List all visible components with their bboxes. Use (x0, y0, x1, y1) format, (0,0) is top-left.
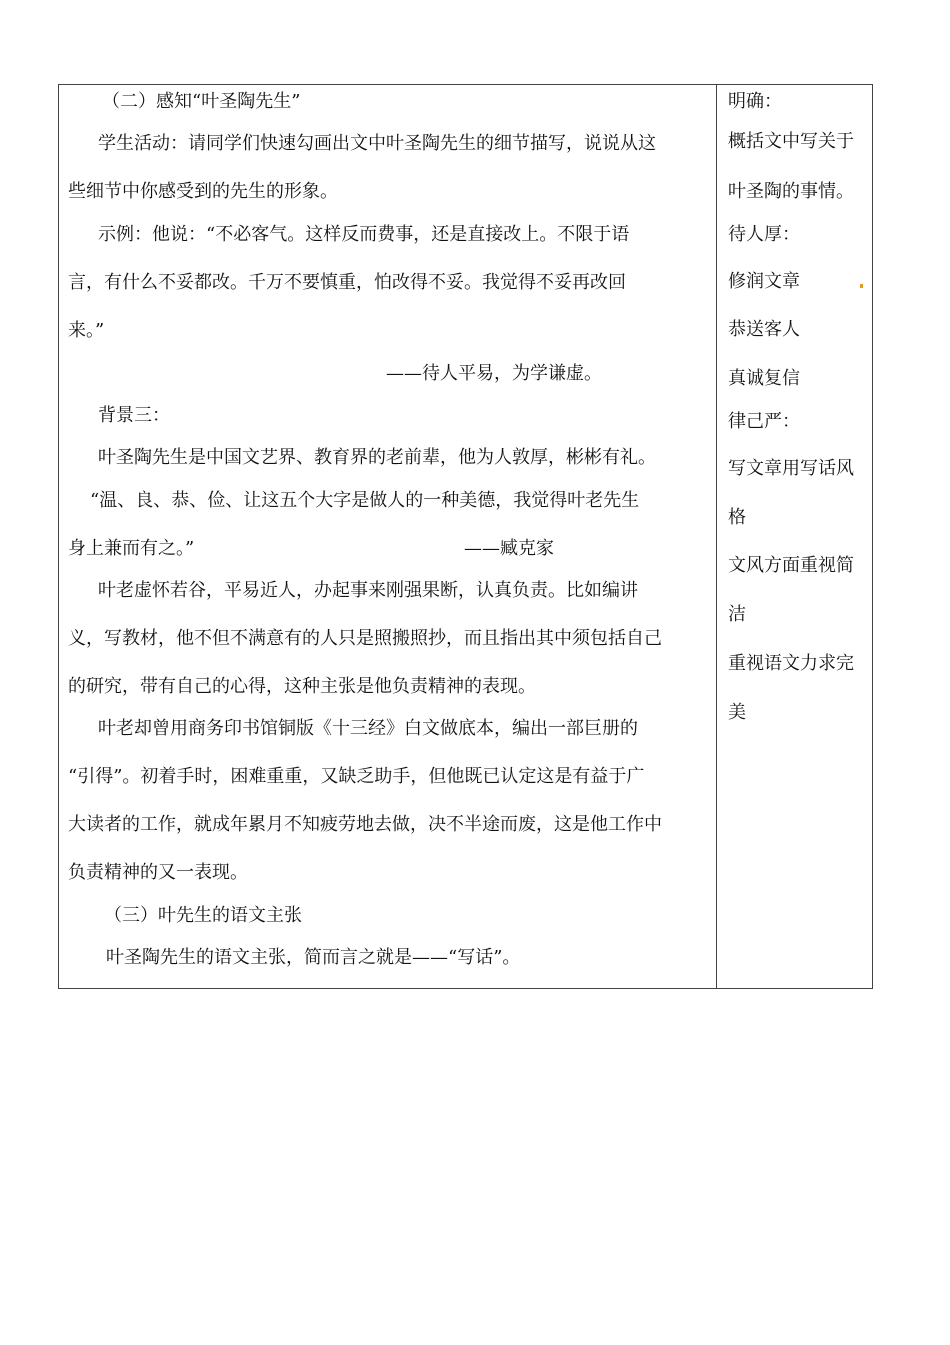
paragraph-line: 叶老虚怀若谷，平易近人，办起事来刚强果断，认真负责。比如编讲 (98, 580, 638, 601)
side-line: 洁 (728, 604, 746, 625)
section-heading: （三）叶先生的语文主张 (104, 905, 302, 926)
side-line: 写文章用写话风 (728, 458, 854, 479)
paragraph-line: 身上兼而有之。” (68, 538, 195, 559)
section-heading: 背景三： (98, 405, 170, 426)
paragraph-line: 叶圣陶先生是中国文艺界、教育界的老前辈，他为人敦厚，彬彬有礼。 (98, 447, 656, 468)
orange-mark (860, 284, 863, 288)
section-heading: （二）感知“叶圣陶先生” (102, 91, 301, 112)
side-line: 真诚复信 (728, 368, 800, 389)
paragraph-line: 义，写教材，他不但不满意有的人只是照搬照抄，而且指出其中须包括自己 (68, 628, 662, 649)
paragraph-line: “引得”。初着手时，困难重重，又缺乏助手，但他既已认定这是有益于广 (68, 766, 645, 787)
paragraph-line: 大读者的工作，就成年累月不知疲劳地去做，决不半途而废，这是他工作中 (68, 814, 662, 835)
side-line: 恭送客人 (728, 319, 800, 340)
side-line: 叶圣陶的事情。 (728, 181, 854, 202)
paragraph-line: “温、良、恭、俭、让这五个大字是做人的一种美德，我觉得叶老先生 (90, 490, 640, 511)
quote-attribution: ——待人平易，为学谦虚。 (386, 363, 602, 384)
paragraph-line: 叶圣陶先生的语文主张，简而言之就是——“写话”。 (106, 947, 521, 968)
paragraph-line: 叶老却曾用商务印书馆铜版《十三经》白文做底本，编出一部巨册的 (98, 718, 638, 739)
column-divider (716, 84, 717, 989)
quote-attribution: ——臧克家 (464, 538, 554, 559)
side-line: 修润文章 (728, 271, 800, 292)
paragraph-line: 来。” (68, 320, 105, 341)
paragraph-line: 些细节中你感受到的先生的形象。 (68, 181, 338, 202)
paragraph-line: 示例：他说：“不必客气。这样反而费事，还是直接改上。不限于语 (98, 224, 630, 245)
paragraph-line: 言，有什么不妥都改。千万不要慎重，怕改得不妥。我觉得不妥再改回 (68, 272, 626, 293)
paragraph-line: 负责精神的又一表现。 (68, 862, 248, 883)
side-line: 重视语文力求完 (728, 653, 854, 674)
side-line: 美 (728, 702, 746, 723)
side-line: 律己严： (728, 411, 800, 432)
side-line: 文风方面重视简 (728, 555, 854, 576)
side-line: 待人厚： (728, 224, 800, 245)
paragraph-line: 的研究，带有自己的心得，这种主张是他负责精神的表现。 (68, 676, 536, 697)
side-line: 格 (728, 507, 746, 528)
side-line: 明确： (728, 91, 782, 112)
paragraph-line: 学生活动：请同学们快速勾画出文中叶圣陶先生的细节描写，说说从这 (98, 133, 656, 154)
side-line: 概括文中写关于 (728, 131, 854, 152)
